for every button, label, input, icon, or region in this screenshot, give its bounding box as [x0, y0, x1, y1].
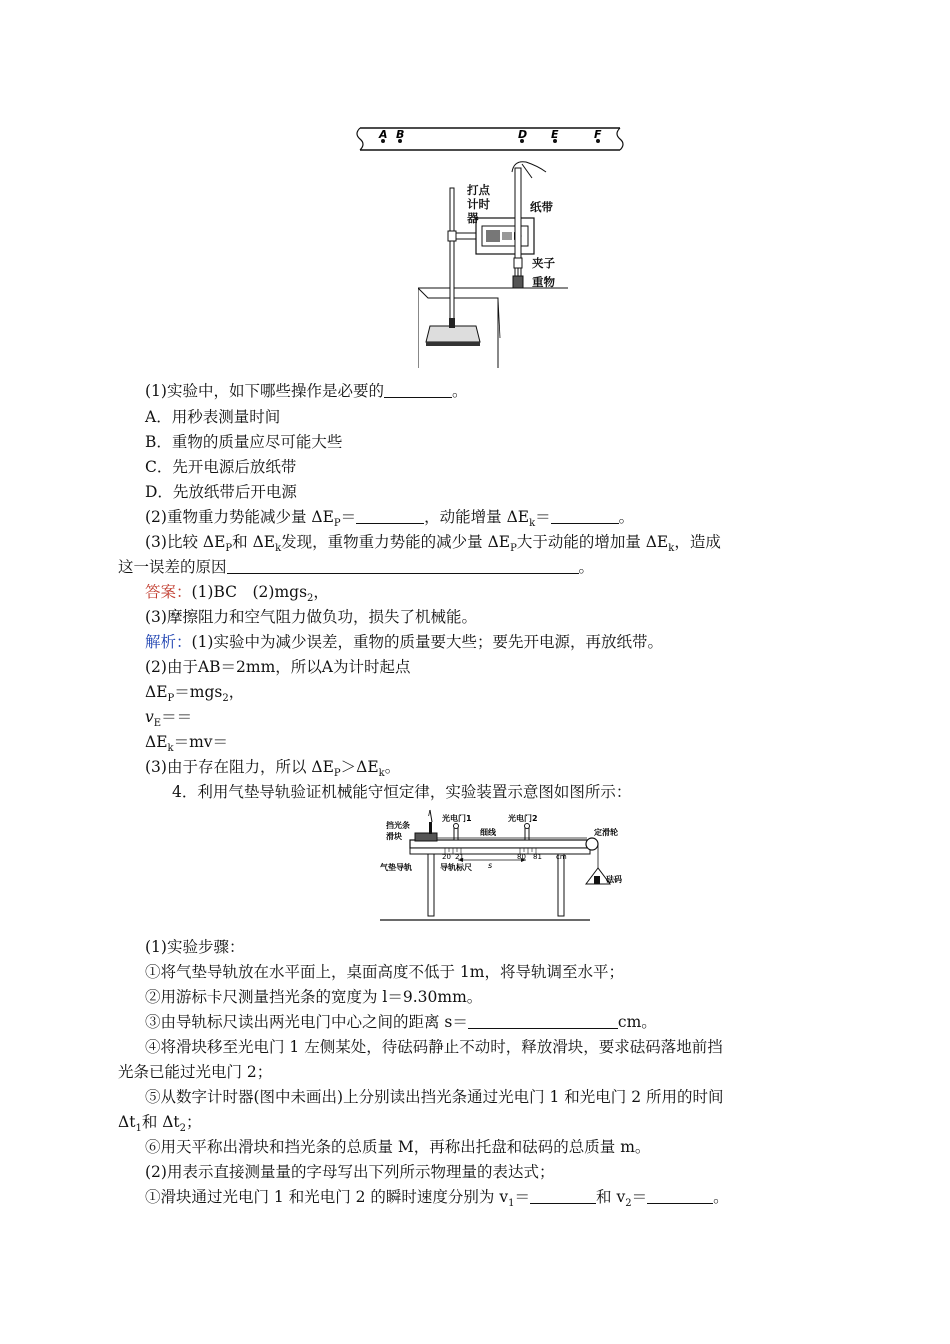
blank-5	[468, 1013, 618, 1029]
label-tape: 纸带	[530, 200, 553, 214]
q4-step6: ⑥用天平称出滑块和挡光条的总质量 M，再称出托盘和砝码的总质量 m。	[145, 1138, 651, 1156]
weights-label: 砝码	[606, 875, 622, 884]
solution-label: 解析：	[145, 633, 192, 651]
paper-tape-figure	[350, 124, 630, 156]
q3-option-b: B．重物的质量应尽可能大些	[145, 433, 343, 451]
s-label: s	[488, 861, 493, 870]
blank-4	[227, 558, 579, 574]
solution-line4: $v_E==$	[145, 708, 193, 730]
q4-step5-line2: $\Delta t_1$和 $\Delta t_2$；	[118, 1113, 202, 1135]
q4-step2: ②用游标卡尺测量挡光条的宽度为 l＝9.30mm。	[145, 988, 483, 1006]
tape-label-e: E	[551, 128, 559, 141]
scale-label-cm: cm	[556, 853, 567, 861]
gate1-label: 光电门1	[442, 814, 472, 823]
blank-1	[384, 382, 452, 398]
q3-part3-line1: (3)比较 $\Delta E_P$和 $\Delta E_k$发现，重物重力势能的减少量 $\Delta E_P$大于动能的增加量 $\Delta E_k$，造成	[145, 533, 721, 555]
q4-step4-line2: 光条已能过光电门 2；	[118, 1063, 273, 1081]
gate2-label: 光电门2	[508, 814, 538, 823]
q4-step4-line1: ④将滑块移至光电门 1 左侧某处，待砝码静止不动时，释放滑块，要求砝码落地前挡	[145, 1038, 723, 1056]
scale-label-81: 81	[533, 853, 542, 861]
scale-label-20: 20	[442, 853, 451, 861]
answer-label: 答案：	[145, 583, 192, 601]
q4-part2: (2)用表示直接测量量的字母写出下列所示物理量的表达式；	[145, 1163, 555, 1181]
solution-line3: $\Delta E_P=mgs_2$，	[145, 683, 245, 705]
air-track-figure	[380, 808, 640, 928]
tape-label-b: B	[396, 128, 405, 141]
l-label: l	[428, 809, 431, 818]
tape-label-a: A	[379, 128, 388, 141]
tape-label-f: F	[594, 128, 602, 141]
solution-line1: 解析：(1)实验中为减少误差，重物的质量要大些；要先开电源，再放纸带。	[145, 633, 663, 651]
scale-label-80: 80	[517, 853, 526, 861]
answer-line2: (3)摩擦阻力和空气阻力做负功，损失了机械能。	[145, 608, 477, 626]
scale-label: 导轨标尺	[440, 863, 472, 872]
q3-option-a: A．用秒表测量时间	[145, 408, 281, 426]
label-timer: 打点计时器	[467, 183, 490, 225]
track-label: 气垫导轨	[380, 863, 412, 872]
q4-step1: ①将气垫导轨放在水平面上，桌面高度不低于 1m，将导轨调至水平；	[145, 963, 624, 981]
blank-7	[647, 1188, 713, 1204]
q4-part2-1: ①滑块通过光电门 1 和光电门 2 的瞬时速度分别为 $v_1=$ 和 $v_2=$ 。	[145, 1188, 729, 1210]
label-weight: 重物	[532, 275, 555, 289]
slider-label: 滑块	[386, 832, 402, 841]
q4-step5-line1: ⑤从数字计时器(图中未画出)上分别读出挡光条通过光电门 1 和光电门 2 所用的时间	[145, 1088, 724, 1106]
strip-label: 挡光条	[386, 821, 410, 830]
answer-line1: 答案：(1)BC (2)mgs$_2$，	[145, 583, 329, 605]
pulley-label: 定滑轮	[594, 828, 618, 837]
solution-line6: (3)由于存在阻力，所以 $\Delta E_P>\Delta E_k$。	[145, 758, 401, 780]
q4-title: 4．利用气垫导轨验证机械能守恒定律，实验装置示意图如图所示：	[172, 783, 632, 801]
q3-part3-line2: 这一误差的原因 。	[118, 558, 595, 576]
solution-line5: $\Delta E_k=mv=$	[145, 733, 229, 755]
q3-part2: (2)重物重力势能减少量 $\Delta E_P=$ ，动能增量 $\Delta E_k=$ 。	[145, 508, 635, 530]
label-clip: 夹子	[532, 256, 555, 270]
blank-6	[530, 1188, 596, 1204]
scale-label-21: 21	[455, 853, 464, 861]
solution-line2: (2)由于AB＝2mm，所以A为计时起点	[145, 658, 411, 676]
tape-label-d: D	[518, 128, 528, 141]
blank-3	[551, 508, 619, 524]
q4-steps-title: (1)实验步骤：	[145, 938, 245, 956]
q3-option-c: C．先开电源后放纸带	[145, 458, 297, 476]
q3-part1: (1)实验中，如下哪些操作是必要的 。	[145, 382, 468, 400]
blank-2	[356, 508, 424, 524]
string-label: 细线	[480, 828, 496, 837]
q4-step3: ③由导轨标尺读出两光电门中心之间的距离 s＝ cm。	[145, 1013, 657, 1031]
q3-option-d: D．先放纸带后开电源	[145, 483, 297, 501]
